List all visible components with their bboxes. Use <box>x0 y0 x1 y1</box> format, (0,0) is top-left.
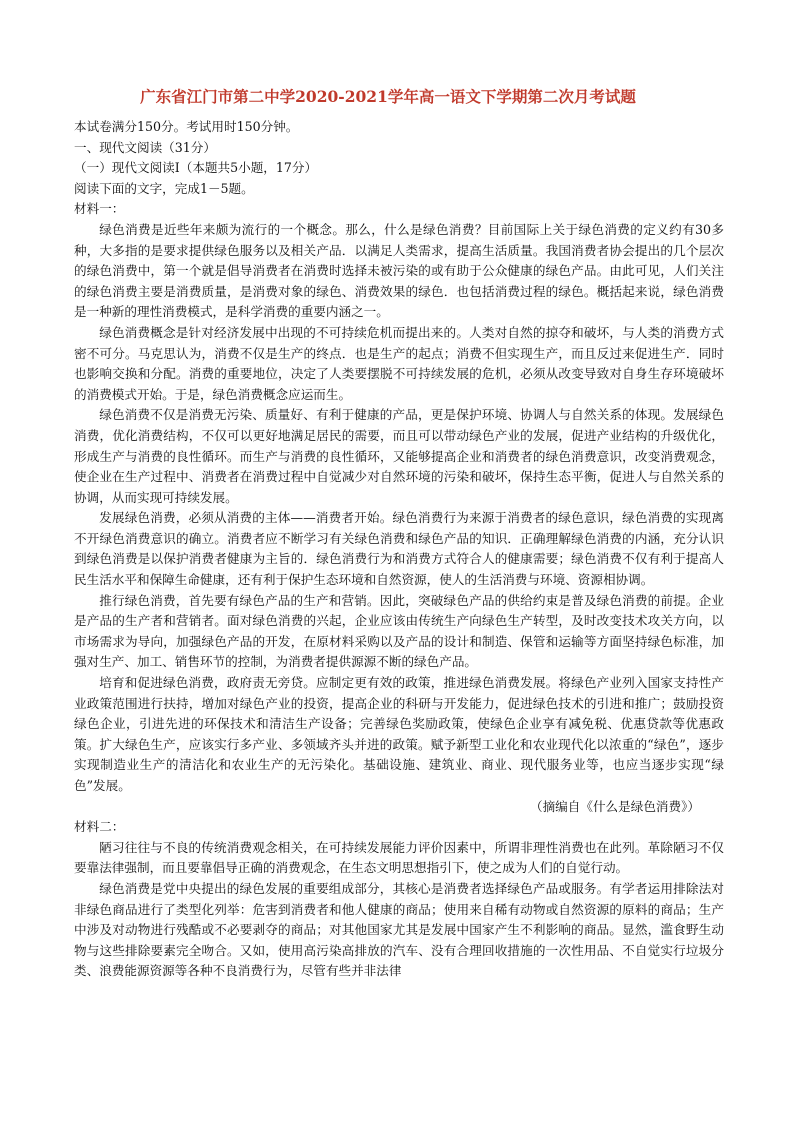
subsection-heading: （一）现代文阅读Ⅰ（本题共5小题，17分） <box>74 160 318 176</box>
exam-title: 广东省江门市第二中学2020-2021学年高一语文下学期第二次月考试题 <box>140 87 636 106</box>
document-page <box>74 86 724 982</box>
material-two-paragraph: 绿色消费是党中央提出的绿色发展的重要组成部分，其核心是消费者选择绿色产品或服务。有学者运用排除法对非绿色商品进行了类型化列举：危害到消费者和他人健康的商品；使用来自稀有动物或自然资源的原料的商品；生产中涉及对动物进行残酷或不必要剥夺的商品；对其他国家尤其是发展中国家产生不利影响的商品。显然，滥食野生动物与这些排除要素完全吻合。又如，使用高污染高排放的汽车、没有合理回收措施的一次性用品、不自觉实行垃圾分类、浪费能源资源等各种不良消费行为，尽管有些并非法律 <box>74 880 724 979</box>
material-one-paragraph: 绿色消费是近些年来颇为流行的一个概念。那么，什么是绿色消费？目前国际上关于绿色消费的定义约有30多种，大多指的是要求提供绿色服务以及相关产品．以满足人类需求，提高生活质量。我国消费者协会提出的几个层次的绿色消费中，第一个就是倡导消费者在消费时选择未被污染的或有助于公众健康的绿色产品。由此可见，人们关注的绿色消费主要是消费质量，是消费对象的绿色、消费效果的绿色．也包括消费过程的绿色。概括起来说，绿色消费是一种新的理性消费模式，是科学消费的重要内涵之一。 <box>74 221 724 320</box>
material-two-heading: 材料二： <box>74 819 125 835</box>
material-one-paragraph: 绿色消费概念是针对经济发展中出现的不可持续危机而提出来的。人类对自然的掠夺和破坏，与人类的消费方式密不可分。马克思认为，消费不仅是生产的终点．也是生产的起点；消费不但实现生产，而且反过来促进生产．同时也影响交换和分配。消费的重要地位，决定了人类要摆脱不可持续发展的危机，必须从改变导致对自身生存环境破坏的消费模式开始。于是，绿色消费概念应运而生。 <box>74 324 724 402</box>
section-heading: 一、现代文阅读（31分） <box>74 139 216 155</box>
material-one-paragraph: 培育和促进绿色消费，政府责无旁贷。应制定更有效的政策，推进绿色消费发展。将绿色产业列入国家支持性产业政策范围进行扶持，增加对绿色产业的投资，提高企业的科研与开发能力，促进绿色技术的引进和推广；鼓励投资绿色企业，引进先进的环保技术和清洁生产设备；完善绿色奖励政策，使绿色企业享有减免税、优惠贷款等优惠政策。扩大绿色生产，应该实行多产业、多领域齐头并进的政策。赋予新型工业化和农业现代化以浓重的“绿色”，逐步实现制造业生产的清洁化和农业生产的无污染化。基础设施、建筑业、商业、现代服务业等，也应当逐步实现“绿色”发展。 <box>74 675 724 793</box>
material-one-paragraph: 绿色消费不仅是消费无污染、质量好、有利于健康的产品，更是保护环境、协调人与自然关系的体现。发展绿色消费，优化消费结构，不仅可以更好地满足居民的需要，而且可以带动绿色产业的发展，促进产业结构的升级优化，形成生产与消费的良性循环。而生产与消费的良性循环，又能够提高企业和消费者的绿色消费意识，改变消费观念，使企业在生产过程中、消费者在消费过程中自觉减少对自然环境的污染和破坏，保持生态平衡，促进人与自然关系的协调，从而实现可持续发展。 <box>74 407 724 505</box>
material-one-source: （摘编自《什么是绿色消费》） <box>529 798 700 814</box>
reading-instruction: 阅读下面的文字，完成1－5题。 <box>74 180 254 196</box>
material-one-heading: 材料一： <box>74 201 125 217</box>
material-two-paragraph: 陋习往往与不良的传统消费观念相关，在可持续发展能力评价因素中，所谓非理性消费也在此列。革除陋习不仅要靠法律强制，而且要靠倡导正确的消费观念，在生态文明思想指引下，使之成为人们的自觉行动。 <box>74 839 724 876</box>
exam-info: 本试卷满分150分。考试用时150分钟。 <box>74 119 299 134</box>
material-one-paragraph: 推行绿色消费，首先要有绿色产品的生产和营销。因此，突破绿色产品的供给约束是普及绿色消费的前提。企业是产品的生产者和营销者。面对绿色消费的兴起，企业应该由传统生产向绿色生产转型，及时改变技术攻关方向，以市场需求为导向，加强绿色产品的开发，在原材料采购以及产品的设计和制造、保管和运输等方面坚持绿色标准，加强对生产、加工、销售环节的控制，为消费者提供源源不断的绿色产品。 <box>74 592 724 670</box>
material-one-paragraph: 发展绿色消费，必须从消费的主体——消费者开始。绿色消费行为来源于消费者的绿色意识，绿色消费的实现离不开绿色消费意识的确立。消费者应不断学习有关绿色消费和绿色产品的知识．正确理解绿色消费的内涵，充分认识到绿色消费是以保护消费者健康为主旨的．绿色消费行为和消费方式符合人的健康需要；绿色消费不仅有利于提高人民生活水平和保障生命健康，还有利于保护生态环境和自然资源，使人的生活消费与环境、资源相协调。 <box>74 510 724 588</box>
